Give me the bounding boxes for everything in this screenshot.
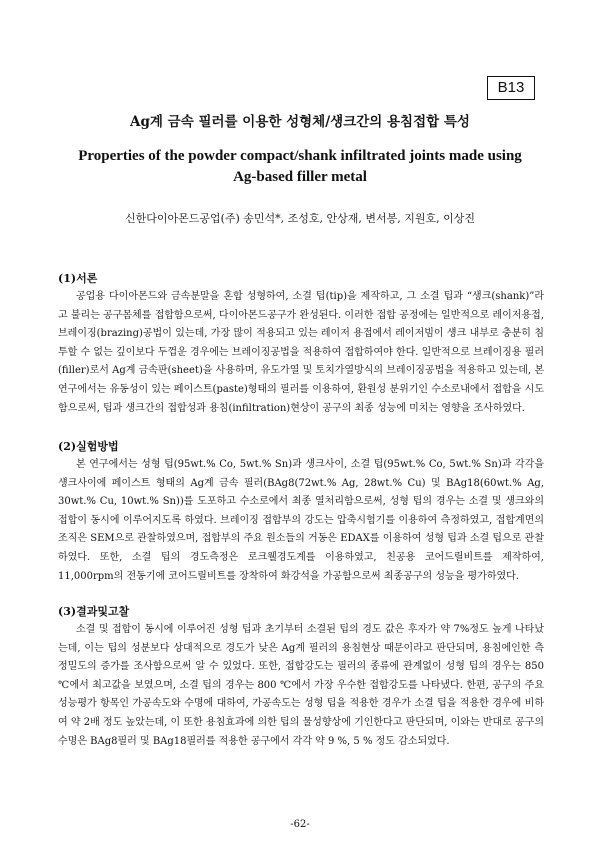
section-body: 본 연구에서는 성형 팁(95wt.% Co, 5wt.% Sn)과 섕크사이, 소결 팁(95wt.% Co, 5wt.% Sn)과 각각을 섕크사이에 페이스트 형태의 Ag계 금속 필러(BAg8(72wt.% Ag, 28wt.% Cu) 및 BAg18(60wt.% Ag, 30wt.% Cu, 10wt.% Sn))를 도포하고 수소로에서 최종 열처리함으로써, 성형 팁의 경우는 소결 및 섕크와의 접합이 동시에 이루어지도록 하였다. 브레이징 접합부의 강도는 압축시험기를 이용하여 측정하였고, 접합계면의 조직은 SEM으로 관찰하였으며, 접합부의 주요 원소들의 거동은 EDAX를 이용하여 성형 팁과 소결 팁으로 관찰하였다. 또한, 소결 팁의 경도측정은 로크웰경도계를 이용하였고, 친공용 코어드릴비트를 제작하여, 11,000rpm의 전동기에 코어드릴비트를 장착하여 화강석을 가공함으로써 최종공구의 성능을 평가하였다. (58, 459, 544, 582)
section-heading: (2)실험방법 (58, 440, 119, 453)
korean-title: Ag계 금속 필러를 이용한 성형체/섕크간의 용침접합 특성 (130, 114, 470, 130)
english-title-line-1: Properties of the powder compact/shank infiltrated joints made using (78, 148, 522, 164)
page-number: -62- (290, 819, 310, 830)
section-methods (58, 438, 544, 586)
section-heading: (3)결과및고찰 (58, 605, 130, 618)
abstract-code-box: B13 (487, 76, 535, 100)
author-line: 신한다이아몬드공업(주) 송민석*, 조성호, 안상재, 변서봉, 지원호, 이상진 (124, 212, 476, 225)
english-title (50, 146, 550, 188)
english-title-line-2: Ag-based filler metal (233, 169, 367, 185)
section-body: 소결 및 접합이 동시에 이루어진 성형 팁과 초기부터 소결된 팁의 경도 값은 후자가 약 7%정도 높게 나타났는데, 이는 팁의 성분보다 상대적으로 경도가 낮은 Ag계 필러의 용침현상 때문이라고 판단되며, 용침에인한 측정밀도의 증가를 조사함으로써 알 수 있었다. 또한, 접합강도는 필러의 종류에 관계없이 성형 팁의 경우는 850 ℃에서 최고값을 보였으며, 소결 팁의 경우는 800 ℃에서 가장 우수한 접합강도를 나타냈다. 한편, 공구의 주요 성능평가 항목인 가공속도와 수명에 대하여, 가공속도는 성형 팁을 적용한 경우가 소결 팁을 적용한 경우에 비하여 약 2배 정도 높았는데, 이 또한 용침효과에 의한 팁의 물성향상에 기인한다고 판단되며, 이와는 반대로 공구의 수명은 BAg8필러 및 BAg18필러를 적용한 공구에서 각각 약 9 %, 5 % 정도 감소되었다. (58, 624, 544, 747)
section-heading: (1)서론 (58, 272, 98, 285)
section-results (58, 603, 544, 751)
section-introduction (58, 270, 544, 418)
section-body: 공업용 다이아몬드와 금속분말을 혼합 성형하여, 소결 팁(tip)을 제작하고, 그 소결 팁과 “생크(shank)”라고 불리는 공구몸체를 접합함으로써, 다이아몬드공구가 완성된다. 이러한 접합 공정에는 일반적으로 레이저용접, 브레이징(brazing)공법이 있는데, 가장 많이 적용되고 있는 레이저 용접에서 레이저빔이 섕크 내부로 충분히 침투할 수 없는 깊이보다 두껍운 경우에는 브레이징공법을 적용하여 접합하여야 한다. 일반적으로 브레이징용 필러(filler)로서 Ag계 금속판(sheet)을 사용하며, 유도가열 및 토치가열방식의 브레이징공법을 적용하고 있는데, 본 연구에서는 유동성이 있는 페이스트(paste)형태의 필러를 이용하여, 환원성 분위기인 수소로내에서 접합을 시도함으로써, 팁과 섕크간의 접합성과 용침(infiltration)현상이 공구의 최종 성능에 미치는 영향을 조사하였다. (58, 291, 544, 414)
